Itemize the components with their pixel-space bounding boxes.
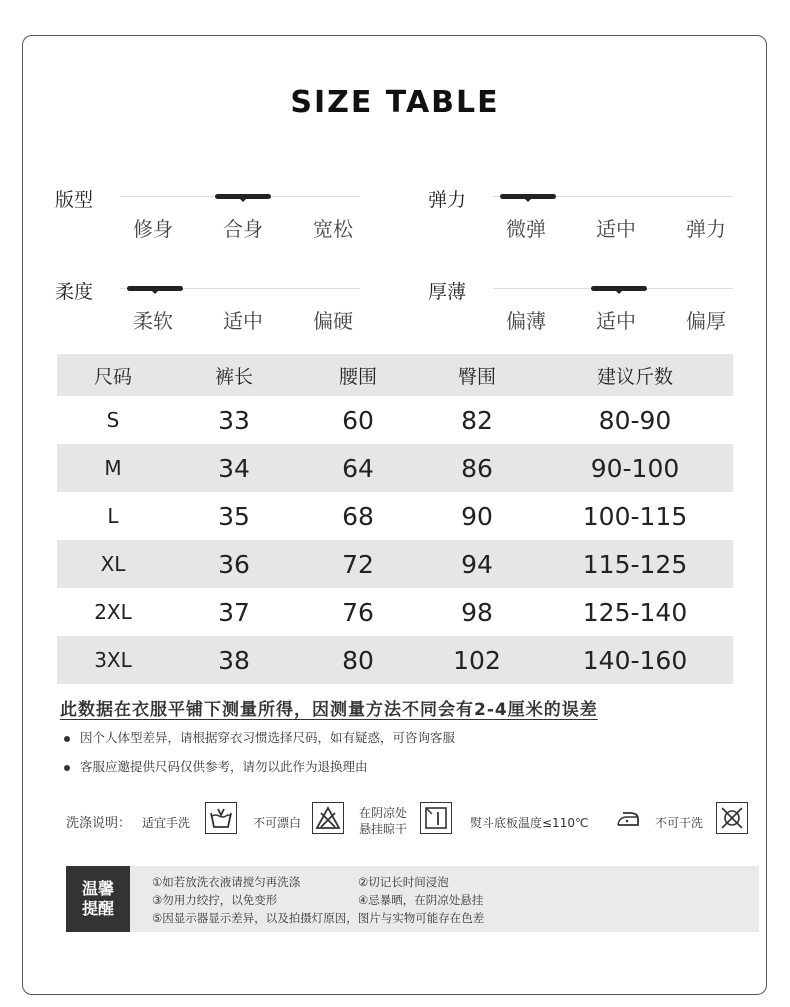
attr-softness bbox=[55, 277, 375, 337]
tip-item: ②切记长时间浸泡 bbox=[358, 875, 449, 889]
table-row bbox=[57, 444, 733, 492]
waist-cell: 68 bbox=[342, 501, 374, 531]
size-cell: L bbox=[107, 504, 119, 528]
attr-thickness-option: 适中 bbox=[596, 309, 636, 333]
table-header-row bbox=[57, 354, 733, 396]
hip-cell: 86 bbox=[461, 453, 493, 483]
attr-fit bbox=[55, 185, 375, 245]
table-row bbox=[57, 396, 733, 444]
weight-cell: 90-100 bbox=[590, 453, 680, 483]
hip-cell: 98 bbox=[461, 597, 493, 627]
attr-thickness-name: 厚薄 bbox=[428, 281, 467, 303]
table-row bbox=[57, 492, 733, 540]
weight-cell: 140-160 bbox=[582, 645, 688, 675]
size-cell: M bbox=[104, 456, 122, 480]
hand-wash-text: 适宜手洗 bbox=[142, 816, 191, 830]
waist-cell: 80 bbox=[342, 645, 374, 675]
header-waist: 腰围 bbox=[338, 365, 377, 388]
header-weight: 建议斤数 bbox=[596, 365, 673, 388]
tip-item: ③勿用力绞拧，以免变形 bbox=[152, 893, 278, 907]
size-cell: 2XL bbox=[94, 600, 132, 624]
length-cell: 38 bbox=[218, 645, 250, 675]
hip-cell: 102 bbox=[453, 645, 501, 675]
tip-item: ④忌暴晒，在阴凉处悬挂 bbox=[358, 893, 484, 907]
no-dry-clean-icon bbox=[716, 802, 748, 834]
header-size: 尺码 bbox=[93, 365, 132, 388]
tips-box bbox=[66, 866, 759, 932]
length-cell: 33 bbox=[218, 405, 250, 435]
header-length: 裤长 bbox=[214, 365, 253, 388]
iron-icon bbox=[612, 802, 644, 834]
waist-cell: 60 bbox=[342, 405, 374, 435]
table-row bbox=[57, 636, 733, 684]
attr-softness-option: 偏硬 bbox=[313, 309, 353, 333]
attr-softness-option: 柔软 bbox=[133, 309, 173, 333]
weight-cell: 100-115 bbox=[582, 501, 688, 531]
waist-cell: 72 bbox=[342, 549, 374, 579]
hip-cell: 90 bbox=[461, 501, 493, 531]
wash-label: 洗涤说明： bbox=[66, 816, 132, 831]
tip-item: ①如若放洗衣液请搅匀再洗涤 bbox=[152, 875, 301, 889]
page-title: SIZE TABLE bbox=[290, 85, 500, 120]
size-cell: XL bbox=[100, 552, 126, 576]
attr-thickness-option: 偏厚 bbox=[686, 309, 726, 333]
header-hip: 臀围 bbox=[457, 365, 496, 388]
size-table bbox=[57, 354, 733, 684]
attr-stretch-option: 弹力 bbox=[686, 217, 726, 241]
attr-fit-option: 合身 bbox=[223, 217, 263, 241]
tips-badge bbox=[66, 866, 130, 932]
bullet-item bbox=[64, 728, 455, 746]
weight-cell: 125-140 bbox=[582, 597, 688, 627]
tip-item: ⑤因显示器显示差异，以及拍摄灯原因，图片与实物可能存在色差 bbox=[152, 911, 485, 925]
attr-fit-option: 修身 bbox=[133, 217, 173, 241]
attr-softness-marker bbox=[127, 286, 183, 291]
length-cell: 34 bbox=[218, 453, 250, 483]
attr-thickness bbox=[428, 277, 748, 337]
waist-cell: 64 bbox=[342, 453, 374, 483]
tips-badge-line: 温馨 bbox=[81, 879, 114, 898]
hand-wash-icon bbox=[205, 802, 237, 834]
iron-text: 熨斗底板温度≤110℃ bbox=[470, 816, 589, 830]
attr-stretch-name: 弹力 bbox=[428, 189, 467, 211]
bullet-text: 客服应邀提供尺码仅供参考，请勿以此作为退换理由 bbox=[80, 759, 368, 774]
waist-cell: 76 bbox=[342, 597, 374, 627]
shade-dry-text: 悬挂晾干 bbox=[359, 822, 408, 836]
attr-thickness-marker bbox=[591, 286, 647, 291]
attr-stretch-option: 微弹 bbox=[506, 217, 546, 241]
weight-cell: 115-125 bbox=[582, 549, 688, 579]
attr-stretch bbox=[428, 185, 748, 245]
table-row bbox=[57, 588, 733, 636]
no-bleach-text: 不可漂白 bbox=[253, 816, 302, 830]
hip-cell: 82 bbox=[461, 405, 493, 435]
weight-cell: 80-90 bbox=[598, 405, 672, 435]
hip-cell: 94 bbox=[461, 549, 493, 579]
bullet-dot-icon bbox=[64, 765, 70, 771]
attr-stretch-option: 适中 bbox=[596, 217, 636, 241]
size-cell: 3XL bbox=[94, 648, 132, 672]
length-cell: 35 bbox=[218, 501, 250, 531]
attr-thickness-option: 偏薄 bbox=[506, 309, 546, 333]
attr-softness-option: 适中 bbox=[223, 309, 263, 333]
bullet-dot-icon bbox=[64, 736, 70, 742]
no-bleach-icon bbox=[312, 802, 344, 834]
size-cell: S bbox=[106, 408, 120, 432]
length-cell: 37 bbox=[218, 597, 250, 627]
tips-badge-line: 提醒 bbox=[81, 899, 114, 918]
attr-softness-name: 柔度 bbox=[55, 281, 94, 303]
attr-stretch-marker bbox=[500, 194, 556, 199]
no-dry-clean-text: 不可干洗 bbox=[655, 816, 704, 830]
length-cell: 36 bbox=[218, 549, 250, 579]
attr-fit-option: 宽松 bbox=[313, 217, 353, 241]
shade-dry-text: 在阴凉处 bbox=[359, 806, 408, 820]
attr-fit-name: 版型 bbox=[55, 189, 94, 211]
measure-note: 此数据在衣服平铺下测量所得，因测量方法不同会有2-4厘米的误差 bbox=[60, 700, 598, 720]
attr-fit-marker bbox=[215, 194, 271, 199]
bullet-text: 因个人体型差异，请根据穿衣习惯选择尺码，如有疑惑，可咨询客服 bbox=[80, 730, 456, 745]
bullet-item bbox=[64, 757, 368, 775]
line-dry-icon bbox=[420, 802, 452, 834]
table-row bbox=[57, 540, 733, 588]
